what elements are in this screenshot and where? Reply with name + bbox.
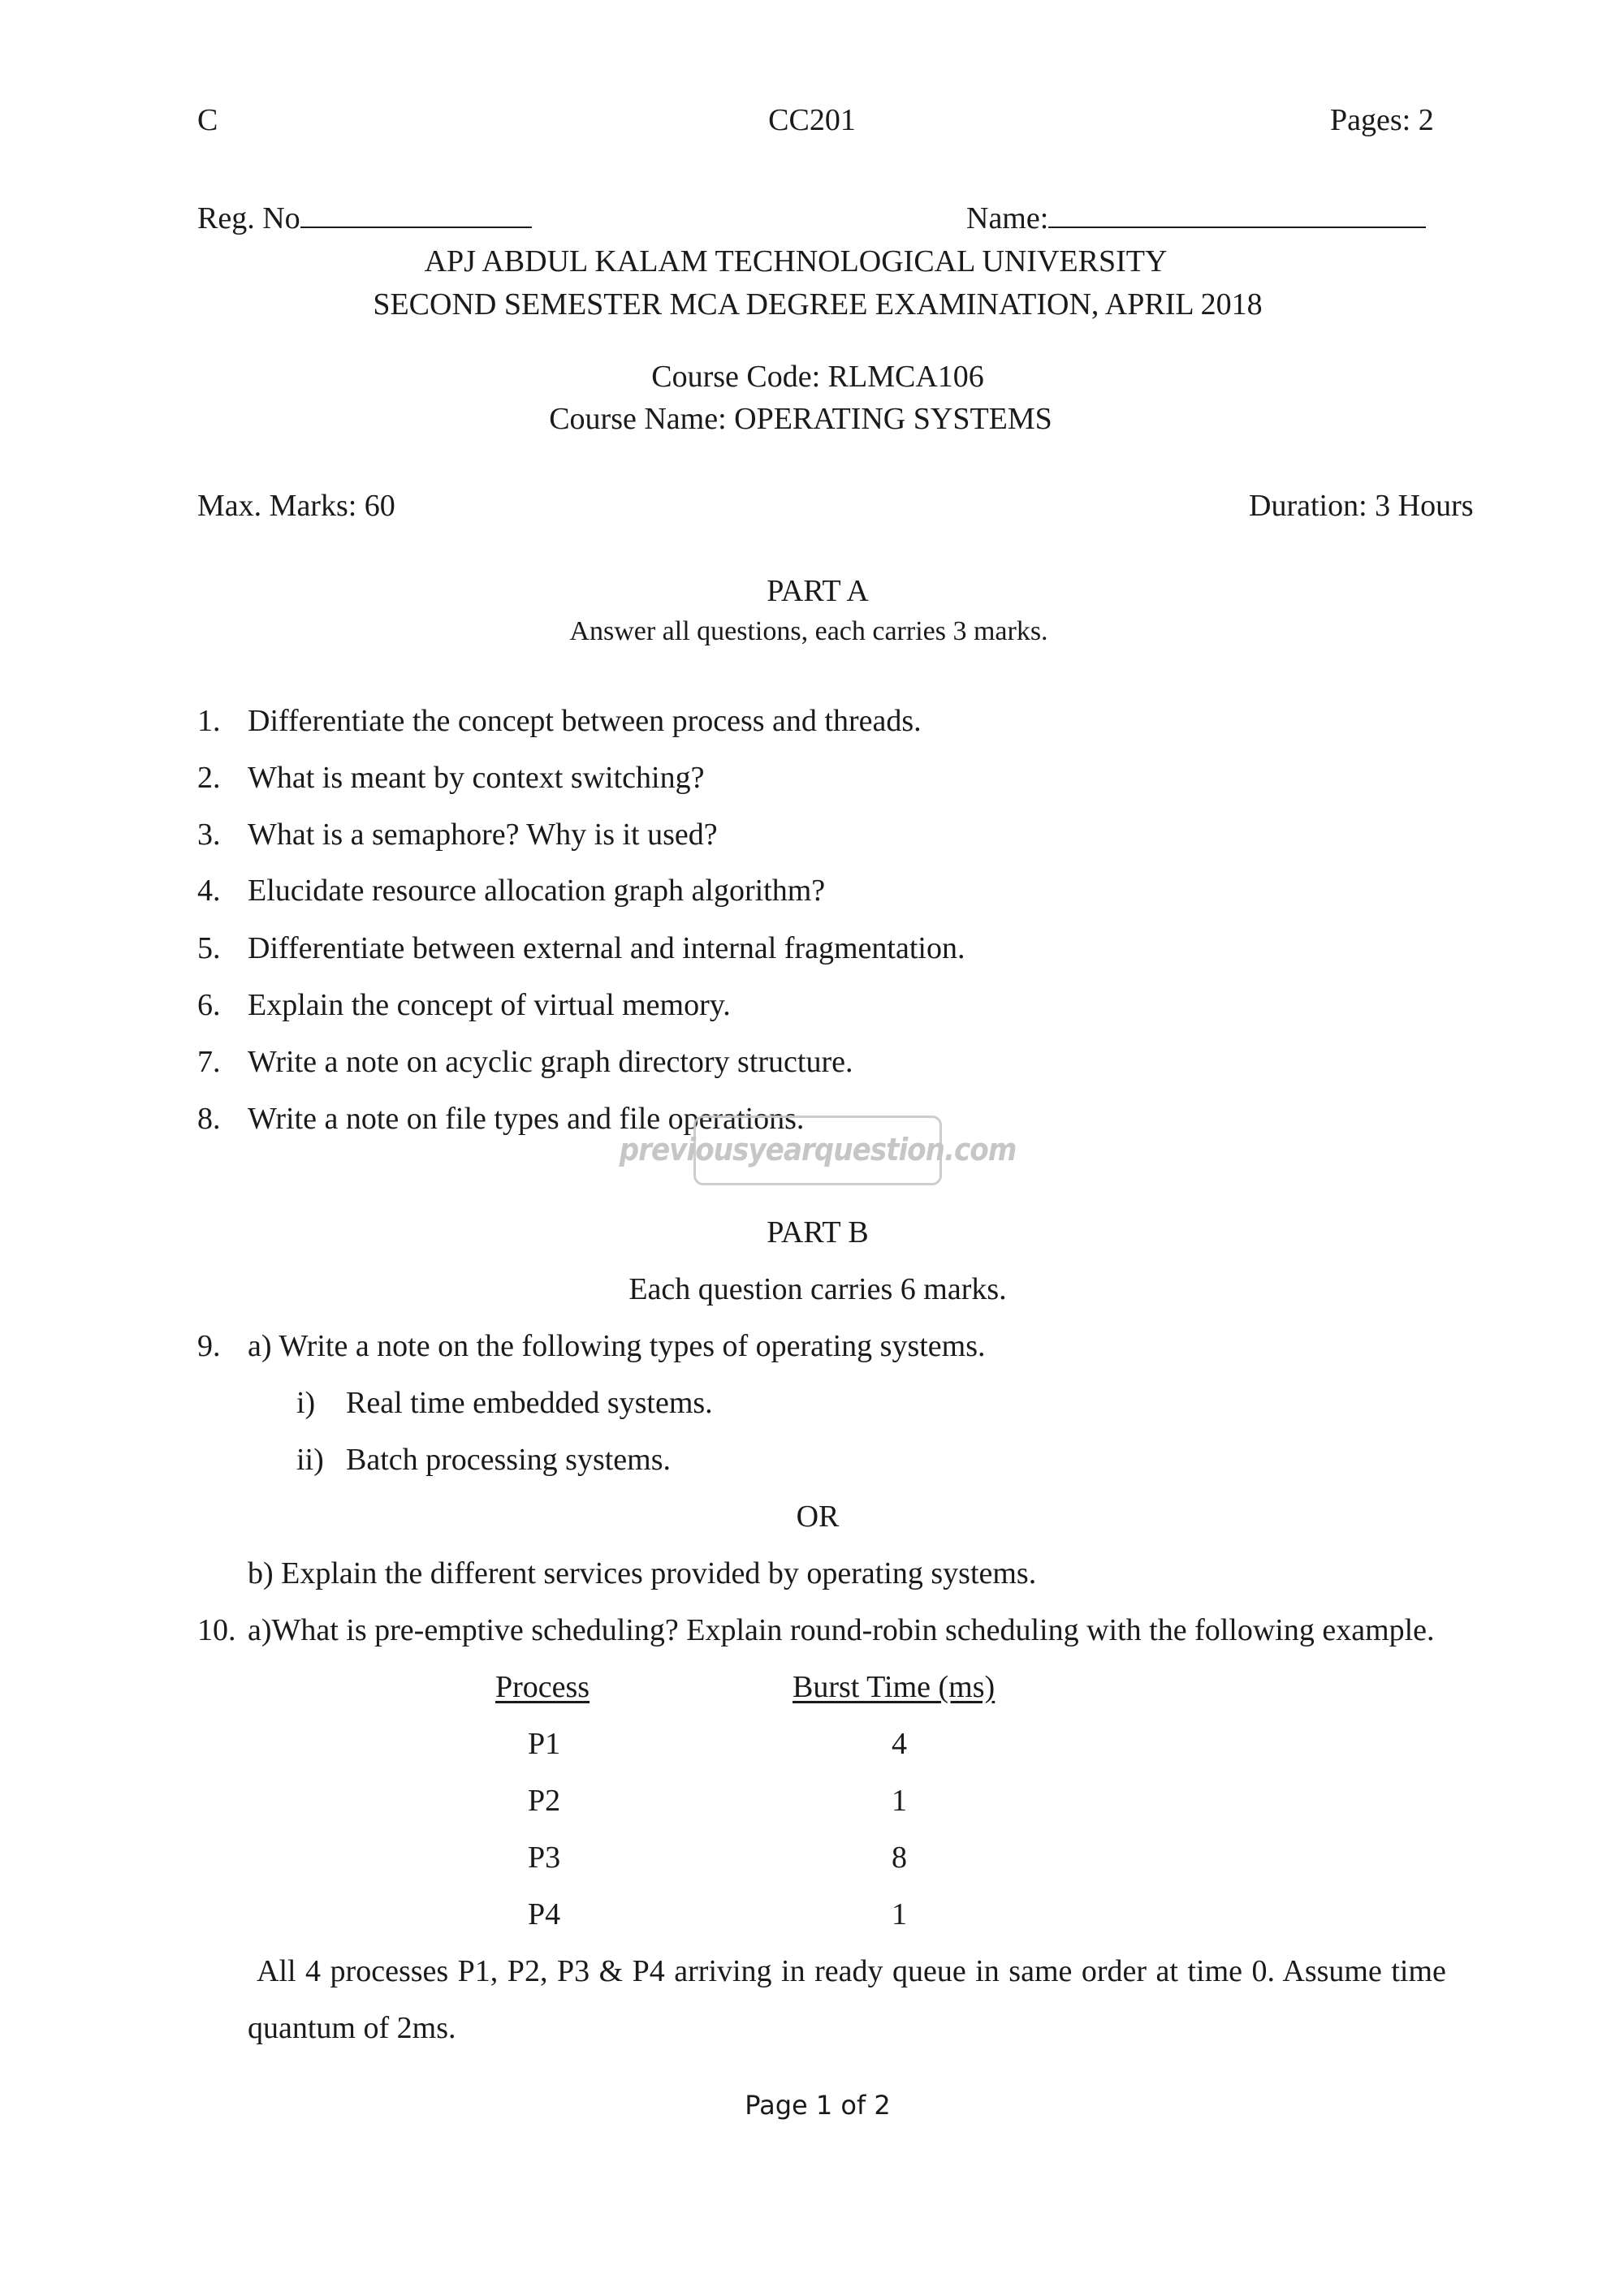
- part-b-instruction: Each question carries 6 marks.: [628, 1272, 1007, 1306]
- course-name: Course Name: OPERATING SYSTEMS: [549, 402, 1052, 436]
- table-cell: P2: [528, 1784, 561, 1818]
- page-count: Pages: 2: [1330, 103, 1434, 137]
- question-number: 6.: [197, 988, 221, 1022]
- question-text: Elucidate resource allocation graph algorithm?: [248, 874, 826, 908]
- university-name: APJ ABDUL KALAM TECHNOLOGICAL UNIVERSITY: [424, 244, 1168, 278]
- question-number: 5.: [197, 931, 221, 965]
- table-cell: P1: [528, 1727, 561, 1761]
- sub-item-text: Batch processing systems.: [346, 1443, 672, 1477]
- reg-no-field: [197, 201, 532, 238]
- question-text: Write a note on acyclic graph directory structure.: [248, 1045, 853, 1079]
- table-cell: P4: [528, 1897, 561, 1931]
- watermark-logo: previousyearquestion.com: [693, 1116, 942, 1185]
- series-label: C: [197, 103, 218, 137]
- part-a-title: PART A: [767, 574, 869, 608]
- question-number: 1.: [197, 704, 221, 738]
- max-marks: Max. Marks: 60: [197, 489, 395, 523]
- question-text: What is meant by context switching?: [248, 761, 705, 795]
- page-footer: Page 1 of 2: [745, 2090, 891, 2121]
- question-text: Differentiate the concept between process and threads.: [248, 704, 922, 738]
- sub-item-number: i): [296, 1386, 316, 1420]
- question-number: 4.: [197, 874, 221, 908]
- question-text: b) Explain the different services provided by operating systems.: [248, 1556, 1037, 1590]
- table-cell: 4: [892, 1727, 907, 1761]
- question-number: 8.: [197, 1102, 221, 1136]
- table-header: Burst Time (ms): [793, 1670, 996, 1704]
- name-field: [966, 201, 1426, 238]
- table-cell: P3: [528, 1841, 561, 1875]
- question-number: 3.: [197, 818, 221, 852]
- course-code: Course Code: RLMCA106: [651, 360, 984, 394]
- question-text: a) Write a note on the following types of operating systems.: [248, 1329, 986, 1363]
- question-number: 9.: [197, 1329, 221, 1363]
- question-text: Explain the concept of virtual memory.: [248, 988, 731, 1022]
- table-cell: 8: [892, 1841, 907, 1875]
- question-number: 2.: [197, 761, 221, 795]
- question-text: What is a semaphore? Why is it used?: [248, 818, 718, 852]
- reg-no-blank: [300, 202, 532, 228]
- question-text: a)What is pre-emptive scheduling? Explain round-robin scheduling with the following example.: [248, 1613, 1435, 1647]
- name-label: Name:: [966, 201, 1049, 235]
- or-separator: OR: [796, 1500, 840, 1534]
- table-cell: 1: [892, 1784, 907, 1818]
- question-number: 10.: [197, 1613, 236, 1647]
- question-text: Differentiate between external and internal fragmentation.: [248, 931, 965, 965]
- part-a-instruction: Answer all questions, each carries 3 marks.: [569, 616, 1048, 646]
- question-number: 7.: [197, 1045, 221, 1079]
- duration: Duration: 3 Hours: [1249, 489, 1474, 523]
- question-text: Write a note on file types and file operations.: [248, 1102, 805, 1136]
- exam-title: SECOND SEMESTER MCA DEGREE EXAMINATION, APRIL 2018: [373, 287, 1263, 322]
- part-b-title: PART B: [767, 1215, 869, 1249]
- table-cell: 1: [892, 1897, 907, 1931]
- name-blank: [1048, 202, 1426, 228]
- paper-code: CC201: [768, 103, 856, 137]
- question-note: quantum of 2ms.: [248, 2011, 456, 2045]
- sub-item-number: ii): [296, 1443, 324, 1477]
- reg-no-label: Reg. No: [197, 201, 300, 235]
- sub-item-text: Real time embedded systems.: [346, 1386, 713, 1420]
- question-note: All 4 processes P1, P2, P3 & P4 arriving in ready queue in same order at time 0. Assume time: [257, 1954, 1446, 1988]
- table-header: Process: [495, 1670, 590, 1704]
